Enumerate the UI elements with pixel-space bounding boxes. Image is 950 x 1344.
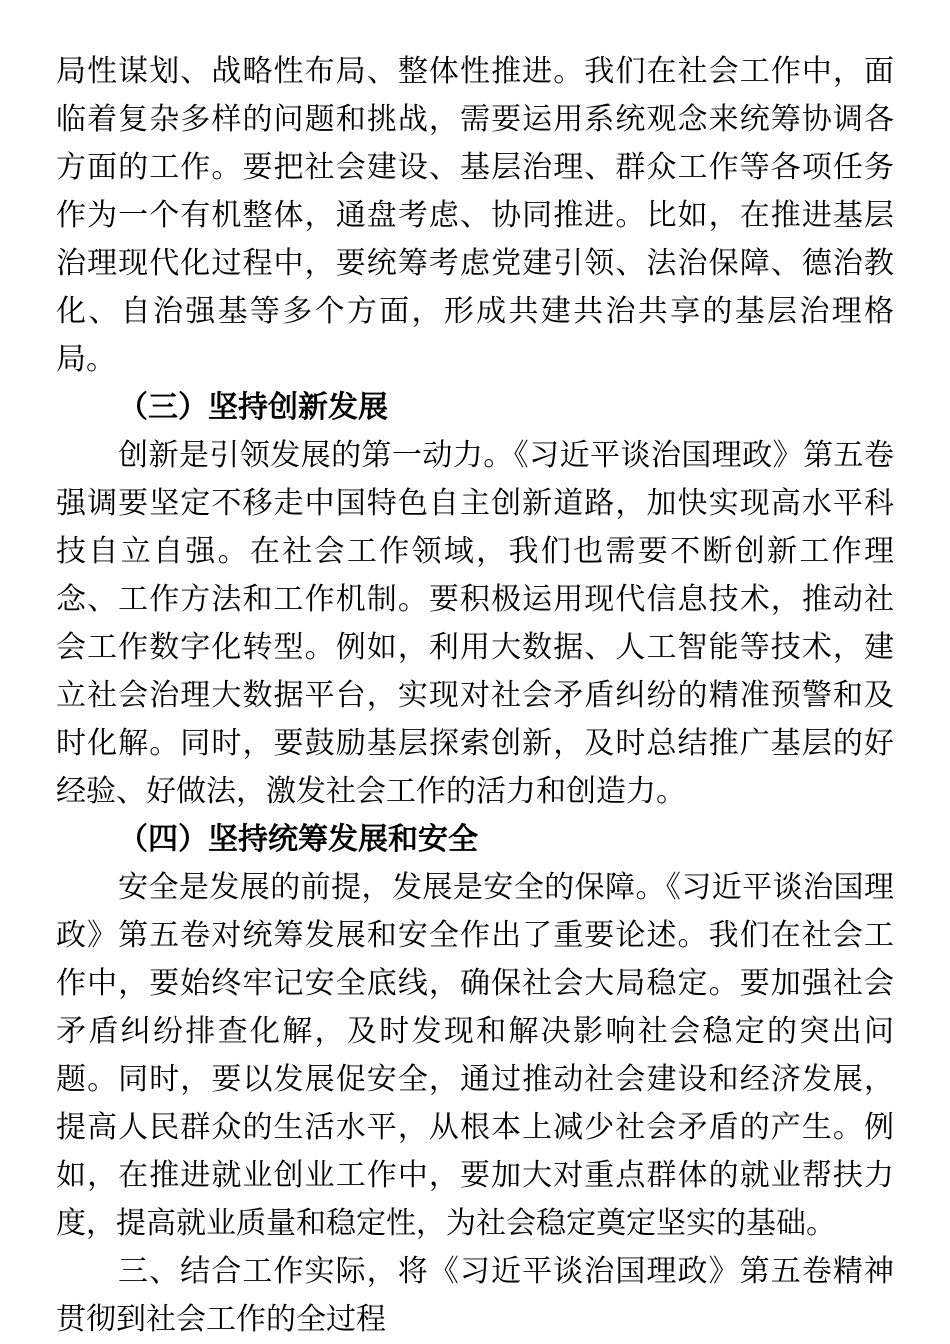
heading-section-three-innovation: （三）坚持创新发展 — [118, 391, 388, 424]
paragraph-development-and-security: 安全是发展的前提，发展是安全的保障。《习近平谈治国理政》第五卷对统筹发展和安全作出了重要论述。我们在社会工作中，要始终牢记安全底线，确保社会大局稳定。要加强社会矛盾纠纷排查化解，及时发现和解决影响社会稳定的突出问题。同时，要以发展促安全，通过推动社会建设和经济发展，提高人民群众的生活水平，从根本上减少社会矛盾的产生。例如，在推进就业创业工作中，要加大对重点群体的就业帮扶力度，提高就业质量和稳定性，为社会稳定奠定坚实的基础。 — [56, 871, 894, 1240]
paragraph-innovation-development: 创新是引领发展的第一动力。《习近平谈治国理政》第五卷强调要坚定不移走中国特色自主创新道路，加快实现高水平科技自立自强。在社会工作领域，我们也需要不断创新工作理念、工作方法和工作机制。要积极运用现代信息技术，推动社会工作数字化转型。例如，利用大数据、人工智能等技术，建立社会治理大数据平台，实现对社会矛盾纠纷的精准预警和及时化解。同时，要鼓励基层探索创新，及时总结推广基层的好经验、好做法，激发社会工作的活力和创造力。 — [56, 439, 894, 808]
paragraph-continued-systems-thinking: 局性谋划、战略性布局、整体性推进。我们在社会工作中，面临着复杂多样的问题和挑战，需要运用系统观念来统筹协调各方面的工作。要把社会建设、基层治理、群众工作等各项任务作为一个有机整体，通盘考虑、协同推进。比如，在推进基层治理现代化过程中，要统筹考虑党建引领、法治保障、德治教化、自治强基等多个方面，形成共建共治共享的基层治理格局。 — [56, 55, 894, 376]
heading-section-four-development-security: （四）坚持统筹发展和安全 — [118, 823, 478, 856]
paragraph-section-three-title: 三、结合工作实际，将《习近平谈治国理政》第五卷精神贯彻到社会工作的全过程 — [56, 1255, 894, 1336]
document-body — [56, 48, 894, 1344]
